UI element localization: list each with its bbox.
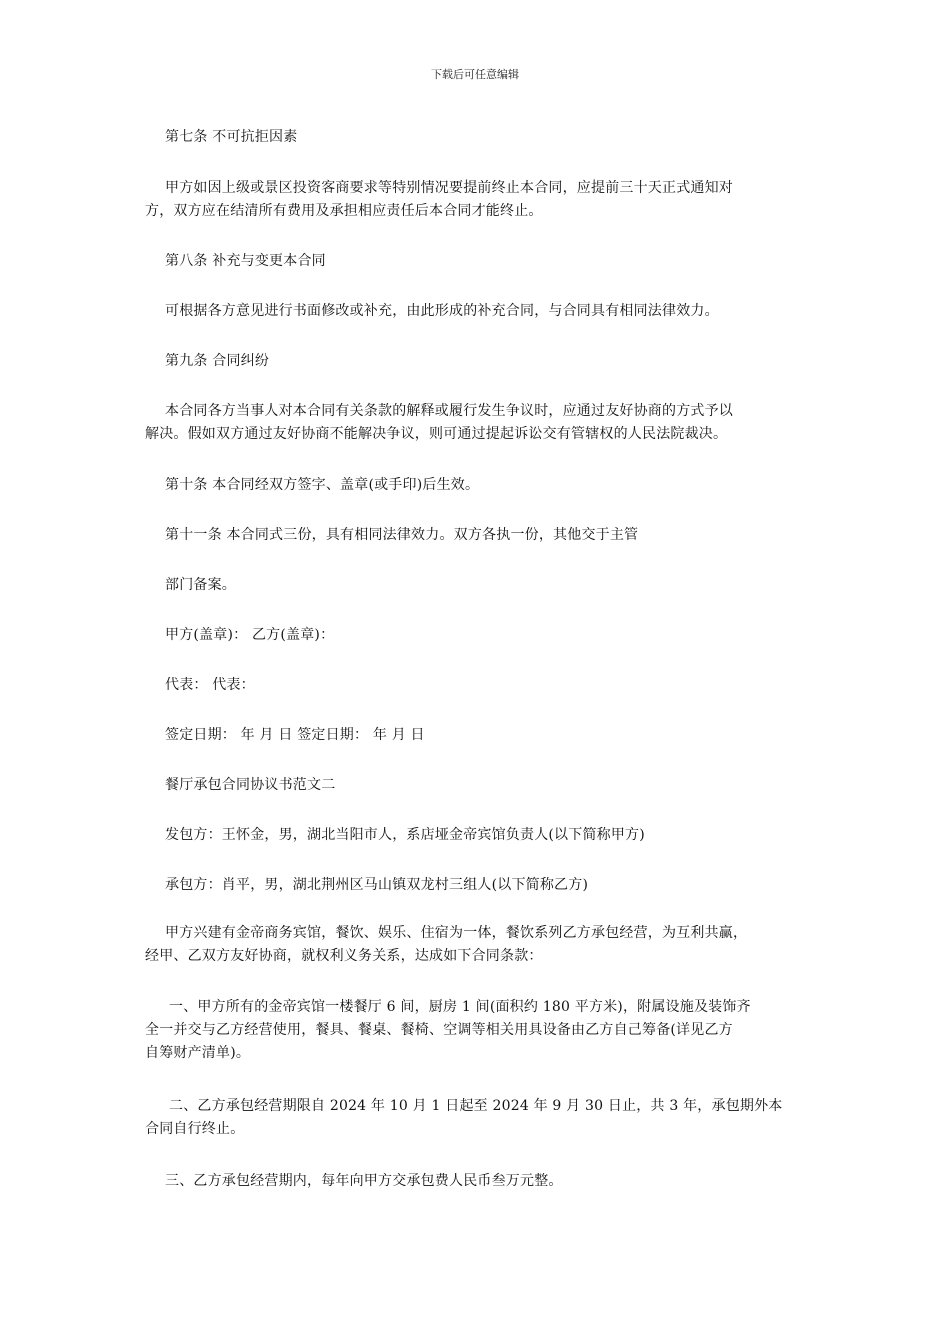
article-8-body	[145, 300, 815, 323]
text-line: 一、甲方所有的金帝宾馆一楼餐厅 6 间，厨房 1 间(面积约 180 平方米)，附属设施及装饰齐	[169, 999, 751, 1015]
contractor-party-a	[145, 824, 815, 847]
text-line: 餐厅承包合同协议书范文二	[165, 777, 336, 793]
text-line: 经甲、乙双方友好协商，就权利义务关系，达成如下合同条款：	[145, 948, 543, 964]
clause-3	[145, 1170, 815, 1193]
clause-1	[145, 996, 815, 1065]
text-line: 全一并交与乙方经营使用，餐具、餐桌、餐椅、空调等相关用具设备由乙方自己筹备(详见乙方	[145, 1022, 733, 1038]
text-line: 合同自行终止。	[145, 1121, 245, 1137]
text-line: 甲方兴建有金帝商务宾馆，餐饮、娱乐、住宿为一体，餐饮系列乙方承包经营，为互利共赢，	[165, 925, 748, 941]
text-line: 代表： 代表：	[165, 677, 255, 693]
page-header: 下载后可任意编辑	[431, 68, 519, 81]
article-10	[145, 474, 815, 497]
text-line: 承包方：肖平，男，湖北荆州区马山镇双龙村三组人(以下简称乙方)	[165, 877, 589, 893]
text-line: 部门备案。	[165, 577, 236, 593]
article-11	[145, 524, 815, 547]
text-line: 甲方如因上级或景区投资客商要求等特别情况要提前终止本合同，应提前三十天正式通知对	[165, 180, 733, 196]
text-line: 解决。假如双方通过友好协商不能解决争议，则可通过提起诉讼交有管辖权的人民法院裁决。	[145, 426, 728, 442]
text-line: 第九条 合同纠纷	[165, 353, 270, 369]
text-line: 可根据各方意见进行书面修改或补充，由此形成的补充合同，与合同具有相同法律效力。	[165, 303, 719, 319]
signature-representative	[145, 674, 815, 697]
article-7-heading	[145, 126, 815, 149]
article-11-continued	[145, 574, 815, 597]
text-line: 三、乙方承包经营期内，每年向甲方交承包费人民币叁万元整。	[165, 1173, 563, 1189]
text-line: 二、乙方承包经营期限自 2024 年 10 月 1 日起至 2024 年 9 月 30 日止，共 3 年，承包期外本	[169, 1098, 783, 1114]
signature-date	[145, 724, 815, 747]
text-line: 自筹财产清单)。	[145, 1045, 251, 1061]
contractor-party-b	[145, 874, 815, 897]
text-line: 第八条 补充与变更本合同	[165, 253, 326, 269]
text-line: 签定日期： 年 月 日 签定日期： 年 月 日	[165, 727, 425, 743]
text-line: 发包方：王怀金，男，湖北当阳市人，系店垭金帝宾馆负责人(以下简称甲方)	[165, 827, 645, 843]
text-line: 第十条 本合同经双方签字、盖章(或手印)后生效。	[165, 477, 480, 493]
section-title	[145, 774, 815, 797]
clause-2	[145, 1095, 815, 1141]
signature-party	[145, 624, 815, 647]
article-8-heading	[145, 250, 815, 273]
text-line: 第七条 不可抗拒因素	[165, 129, 298, 145]
text-line: 方，双方应在结清所有费用及承担相应责任后本合同才能终止。	[145, 203, 543, 219]
article-7-body	[145, 177, 815, 223]
intro-paragraph	[145, 922, 815, 968]
text-line: 甲方(盖章)： 乙方(盖章)：	[165, 627, 335, 643]
text-line: 第十一条 本合同式三份，具有相同法律效力。双方各执一份，其他交于主管	[165, 527, 639, 543]
article-9-heading	[145, 350, 815, 373]
article-9-body	[145, 400, 815, 446]
text-line: 本合同各方当事人对本合同有关条款的解释或履行发生争议时，应通过友好协商的方式予以	[165, 403, 733, 419]
